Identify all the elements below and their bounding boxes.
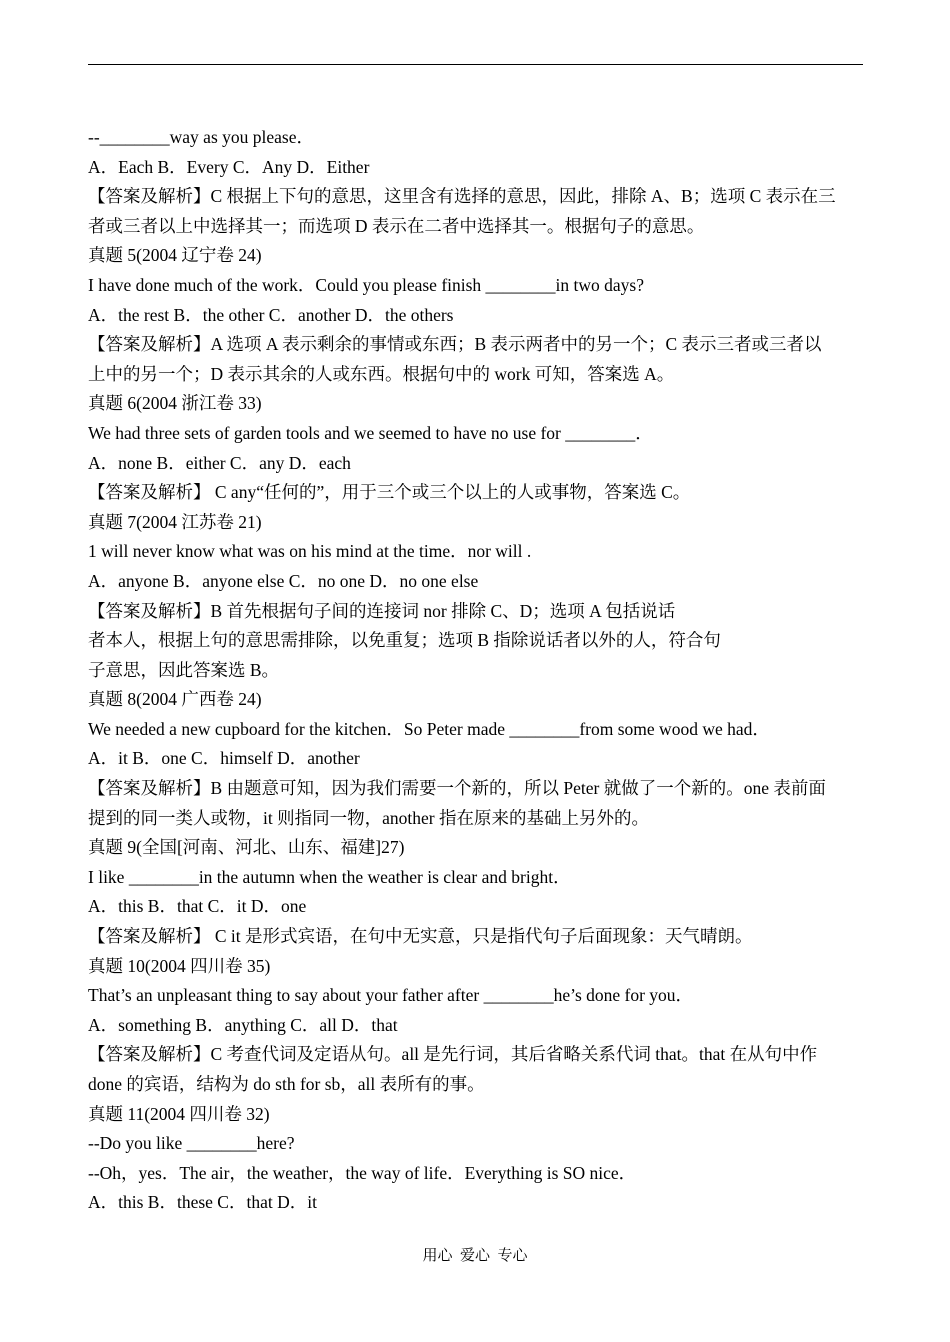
page-footer: 用心 爱心 专心: [422, 1248, 528, 1264]
question-text: I have done much of the work．Could you please finish ________in two days?: [88, 274, 645, 295]
answer-options: A．something B．anything C．all D．that: [88, 1014, 398, 1035]
question-text: That’s an unpleasant thing to say about your father after ________he’s done for you．: [88, 985, 694, 1006]
question-heading: 真题 9(全国[河南、河北、山东、福建]27): [88, 837, 405, 858]
explanation-line: 【答案及解析】A 选项 A 表示剩余的事情或东西；B 表示两者中的另一个；C 表示三者或三者以: [88, 334, 822, 355]
document-body: [88, 123, 866, 1218]
answer-options: A．the rest B．the other C．another D．the others: [88, 304, 454, 325]
question-heading: 真题 8(2004 广西卷 24): [88, 689, 262, 710]
answer-options: A．this B．that C．it D．one: [88, 896, 307, 917]
answer-options: A．it B．one C．himself D．another: [88, 748, 360, 769]
answer-options: A．anyone B．anyone else C．no one D．no one else: [88, 570, 479, 591]
answer-options: A．Each B．Every C．Any D．Either: [88, 156, 370, 177]
explanation-line: 上中的另一个；D 表示其余的人或东西。根据句中的 work 可知，答案选 A。: [88, 363, 675, 384]
answer-options: A．this B．these C．that D．it: [88, 1192, 317, 1213]
question-text: --Do you like ________here?: [88, 1133, 295, 1154]
text-line: --________way as you please．: [88, 127, 314, 147]
question-text: --Oh，yes．The air，the weather，the way of life．Everything is SO nice．: [88, 1162, 637, 1183]
question-text: I like ________in the autumn when the weather is clear and bright．: [88, 866, 571, 887]
answer-options: A．none B．either C．any D．each: [88, 452, 351, 473]
question-heading: 真题 5(2004 辽宁卷 24): [88, 245, 262, 266]
explanation-line: 【答案及解析】C 考查代词及定语从句。all 是先行词，其后省略关系代词 that。that 在从句中作: [88, 1044, 818, 1065]
question-text: We had three sets of garden tools and we seemed to have no use for ________．: [88, 422, 653, 443]
header-rule: [88, 64, 863, 65]
question-heading: 真题 11(2004 四川卷 32): [88, 1103, 270, 1124]
question-text: We needed a new cupboard for the kitchen．So Peter made ________from some wood we had．: [88, 718, 770, 739]
explanation-line: done 的宾语，结构为 do sth for sb，all 表所有的事。: [88, 1074, 485, 1094]
explanation-line: 【答案及解析】 C it 是形式宾语，在句中无实意，只是指代句子后面现象：天气晴朗。: [88, 926, 753, 947]
question-heading: 真题 6(2004 浙江卷 33): [88, 393, 262, 414]
explanation-line: 子意思，因此答案选 B。: [88, 659, 280, 680]
question-heading: 真题 7(2004 江苏卷 21): [88, 511, 262, 532]
explanation-line: 【答案及解析】B 首先根据句子间的连接词 nor 排除 C、D；选项 A 包括说话: [88, 600, 676, 621]
question-heading: 真题 10(2004 四川卷 35): [88, 955, 271, 976]
explanation-line: 【答案及解析】B 由题意可知，因为我们需要一个新的，所以 Peter 就做了一个新的。one 表前面: [88, 778, 826, 799]
explanation-line: 【答案及解析】 C any“任何的”，用于三个或三个以上的人或事物，答案选 C。: [88, 482, 691, 503]
explanation-line: 者或三者以上中选择其一；而选项 D 表示在二者中选择其一。根据句子的意思。: [88, 215, 705, 236]
explanation-line: 【答案及解析】C 根据上下句的意思，这里含有选择的意思，因此，排除 A、B；选项 C 表示在三: [88, 186, 836, 207]
explanation-line: 提到的同一类人或物，it 则指同一物，another 指在原来的基础上另外的。: [88, 807, 649, 828]
question-text: 1 will never know what was on his mind at the time．nor will .: [88, 541, 532, 562]
explanation-line: 者本人，根据上句的意思需排除，以免重复；选项 B 指除说话者以外的人，符合句: [88, 630, 721, 651]
